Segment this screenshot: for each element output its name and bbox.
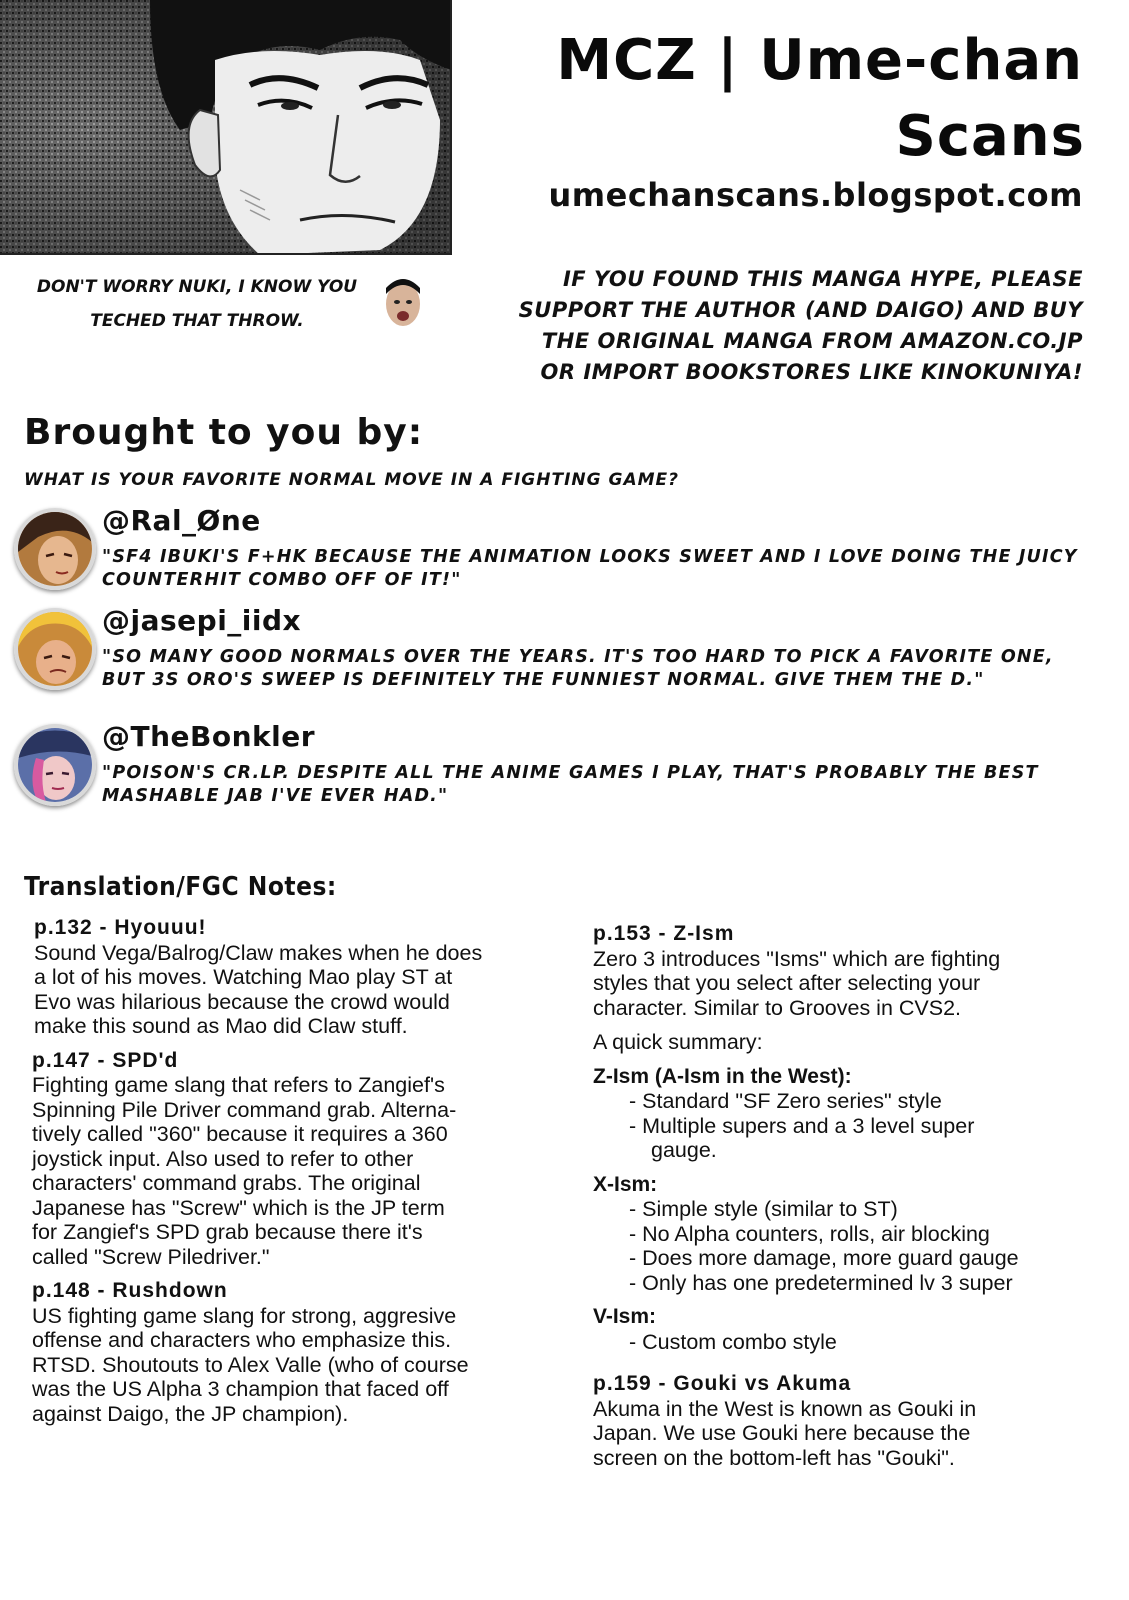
note-line: called "Screw Piledriver." (32, 1244, 270, 1269)
note-title: p.148 - Rushdown (32, 1279, 228, 1302)
ism-item: - Standard "SF Zero series" style (629, 1089, 942, 1113)
notes-heading: Translation/FGC Notes: (24, 872, 337, 902)
note-line: styles that you select after selecting your (593, 971, 981, 995)
credit-quote: "SF4 IBUKI'S F+HK BECAUSE THE ANIMATION LOOKS SWEET AND I LOVE DOING THE JUICY COUNTERHIT COMBO OFF OF IT!" (102, 547, 1078, 590)
ism-item: - Multiple supers and a 3 level super (629, 1113, 975, 1138)
support-message (483, 264, 1083, 388)
credit-handle: @Ral_Øne (102, 504, 261, 537)
note-line: US fighting game slang for strong, aggresive (32, 1303, 457, 1328)
support-line: SUPPORT THE AUTHOR (AND DAIGO) AND BUY (518, 298, 1083, 322)
ism-label: X-Ism: (593, 1172, 658, 1196)
manga-face-illustration (0, 0, 452, 255)
credits-heading: Brought to you by: (24, 412, 424, 453)
credit-quote: "SO MANY GOOD NORMALS OVER THE YEARS. IT'S TOO HARD TO PICK A FAVORITE ONE, BUT 3S ORO'S SWEEP IS DEFINITELY THE FUNNIEST NORMAL. GIVE THEM THE D." (102, 647, 1054, 690)
note-line: RTSD. Shoutouts to Alex Valle (who of course (32, 1352, 469, 1377)
note-line: offense and characters who emphasize this. (32, 1328, 452, 1352)
avatar (14, 724, 96, 806)
note-line: for Zangief's SPD grab because there it's (32, 1220, 423, 1244)
note-line: screen on the bottom-left has "Gouki". (593, 1445, 955, 1470)
note-line: joystick input. Also used to refer to other (32, 1146, 414, 1171)
note-line: character. Similar to Grooves in CVS2. (593, 995, 962, 1020)
avatar (14, 508, 96, 590)
note-line: Sound Vega/Balrog/Claw makes when he does (34, 940, 483, 965)
notes-left-column (34, 916, 574, 1426)
note-title: p.153 - Z-Ism (593, 922, 735, 945)
note-line: Akuma in the West is known as Gouki in (593, 1396, 977, 1421)
credit-handle: @jasepi_iidx (102, 604, 302, 637)
support-line: THE ORIGINAL MANGA FROM AMAZON.CO.JP (541, 329, 1083, 353)
avatar (14, 608, 96, 690)
panel-caption-line: TECHED THAT THROW. (90, 311, 304, 331)
ism-item: - No Alpha counters, rolls, air blocking (629, 1221, 990, 1246)
note-line: a lot of his moves. Watching Mao play ST at (34, 965, 453, 989)
note-title: p.132 - Hyouuu! (34, 916, 207, 939)
note-line: Spinning Pile Driver command grab. Alterna- (32, 1097, 457, 1122)
note-line: Evo was hilarious because the crowd would (34, 989, 450, 1014)
site-url: umechanscans.blogspot.com (548, 176, 1083, 214)
note-line: A quick summary: (593, 1030, 763, 1054)
note-block (34, 916, 574, 1039)
scanlation-title: MCZ | Ume-chan (556, 28, 1083, 93)
note-line: characters' command grabs. The original (32, 1171, 421, 1195)
ism-item: - Simple style (similar to ST) (629, 1197, 898, 1221)
note-line: against Daigo, the JP champion). (32, 1401, 349, 1426)
ism-item: - Does more damage, more guard gauge (629, 1246, 1019, 1270)
note-line: was the US Alpha 3 champion that faced off (32, 1377, 449, 1401)
note-line: Fighting game slang that refers to Zangief's (32, 1073, 445, 1097)
caption-face-icon (382, 276, 424, 328)
panel-caption (22, 270, 372, 338)
panel-caption-line: DON'T WORRY NUKI, I KNOW YOU (36, 277, 358, 297)
scanlation-title-continued: Scans (895, 104, 1085, 169)
note-line: Zero 3 introduces "Isms" which are fighting (593, 946, 1001, 971)
notes-right-column (593, 922, 1103, 1470)
note-line: tively called "360" because it requires a 360 (32, 1122, 448, 1146)
note-title: p.147 - SPD'd (32, 1048, 179, 1072)
ism-item: - Custom combo style (629, 1329, 837, 1354)
note-line: Japanese has "Screw" which is the JP term (32, 1195, 445, 1220)
ism-label: Z-Ism (A-Ism in the West): (593, 1064, 852, 1088)
ism-label: V-Ism: (593, 1305, 657, 1328)
note-block (32, 1049, 574, 1270)
support-line: OR IMPORT BOOKSTORES LIKE KINOKUNIYA! (540, 360, 1083, 384)
note-line: Japan. We use Gouki here because the (593, 1421, 971, 1445)
note-title: p.159 - Gouki vs Akuma (593, 1372, 852, 1395)
manga-panel-image (0, 0, 452, 255)
note-line: make this sound as Mao did Claw stuff. (34, 1014, 408, 1038)
credits-question: WHAT IS YOUR FAVORITE NORMAL MOVE IN A FIGHTING GAME? (24, 470, 679, 490)
ism-item: - Only has one predetermined lv 3 super (629, 1270, 1013, 1295)
credit-entry (14, 604, 1104, 718)
note-block (32, 1279, 574, 1426)
credit-entry (14, 720, 1104, 824)
credit-entry (14, 504, 1104, 598)
credit-handle: @TheBonkler (102, 720, 316, 753)
ism-item: gauge. (651, 1138, 717, 1162)
credit-quote: "POISON'S CR.LP. DESPITE ALL THE ANIME GAMES I PLAY, THAT'S PROBABLY THE BEST MASHABLE JAB I'VE EVER HAD." (102, 763, 1039, 806)
support-line: IF YOU FOUND THIS MANGA HYPE, PLEASE (562, 267, 1083, 291)
